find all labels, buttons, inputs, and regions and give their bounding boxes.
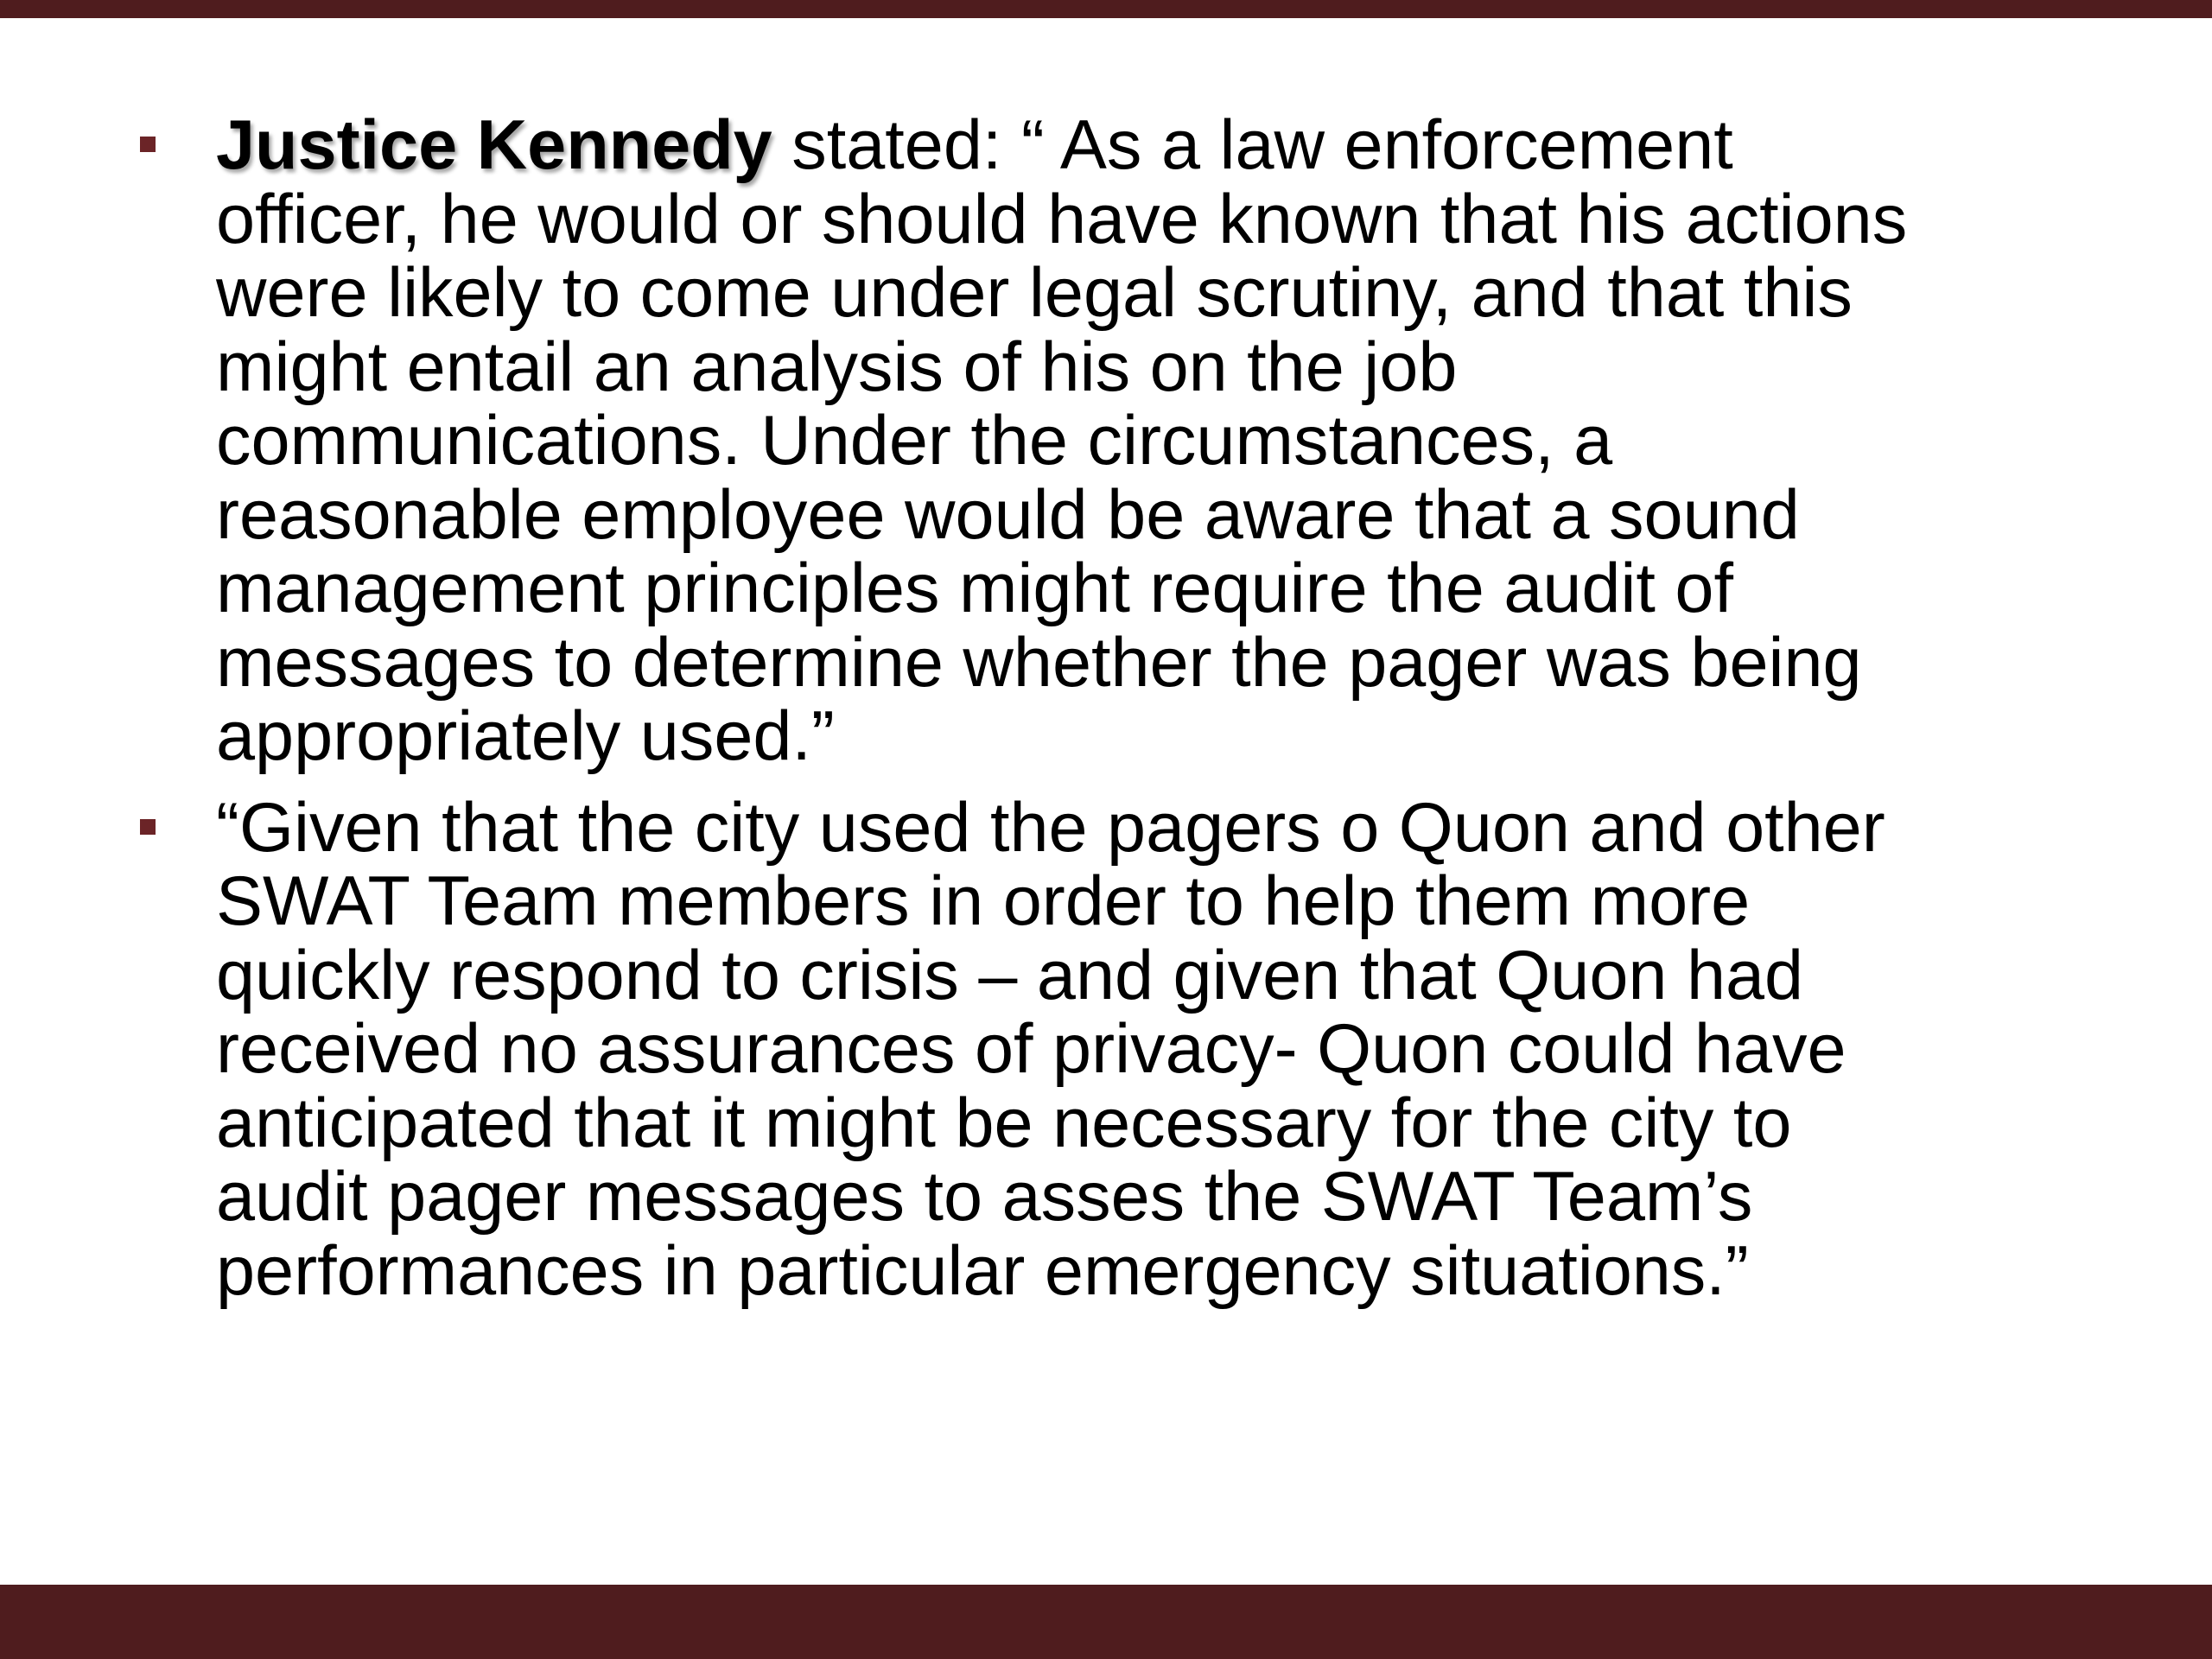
text-line: might entail an analysis of his on the job: [216, 327, 1458, 406]
top-accent-bar: [0, 0, 2212, 18]
text-line: were likely to come under legal scrutiny, and that this: [216, 254, 1853, 332]
text-line: audit pager messages to asses the SWAT Team’s: [216, 1158, 1753, 1236]
text-line: quickly respond to crisis – and given that Quon had: [216, 936, 1804, 1014]
text-line: received no assurances of privacy- Quon could have: [216, 1010, 1847, 1088]
text-line: management principles might require the audit of: [216, 550, 1733, 627]
bottom-accent-bar: [0, 1585, 2212, 1659]
square-bullet-icon: [140, 137, 156, 152]
text-line: [216, 106, 2117, 184]
slide-body: [130, 106, 2117, 1310]
text-line: reasonable employee would be aware that a sound: [216, 475, 1800, 554]
text-line: anticipated that it might be necessary for the city to: [216, 1084, 1792, 1162]
text-line: communications. Under the circumstances, a: [216, 402, 1613, 480]
text-fragment: stated: “ As a law enforcement: [772, 106, 1733, 184]
text-line: SWAT Team members in order to help them more: [216, 862, 1751, 940]
text-line: messages to determine whether the pager was being: [216, 623, 1862, 702]
text-line: “Given that the city used the pagers o Quon and other: [216, 788, 1885, 867]
text-line: appropriately used.”: [216, 697, 835, 775]
text-line: performances in particular emergency situations.”: [216, 1231, 1749, 1310]
text-line: officer, he would or should have known that his actions: [216, 180, 1908, 258]
square-bullet-icon: [140, 819, 156, 835]
speaker-name: Justice Kennedy: [216, 106, 772, 184]
bullet-item-city-audit-quote: [130, 788, 2117, 1310]
bullet-item-kennedy-quote: [130, 106, 2117, 775]
